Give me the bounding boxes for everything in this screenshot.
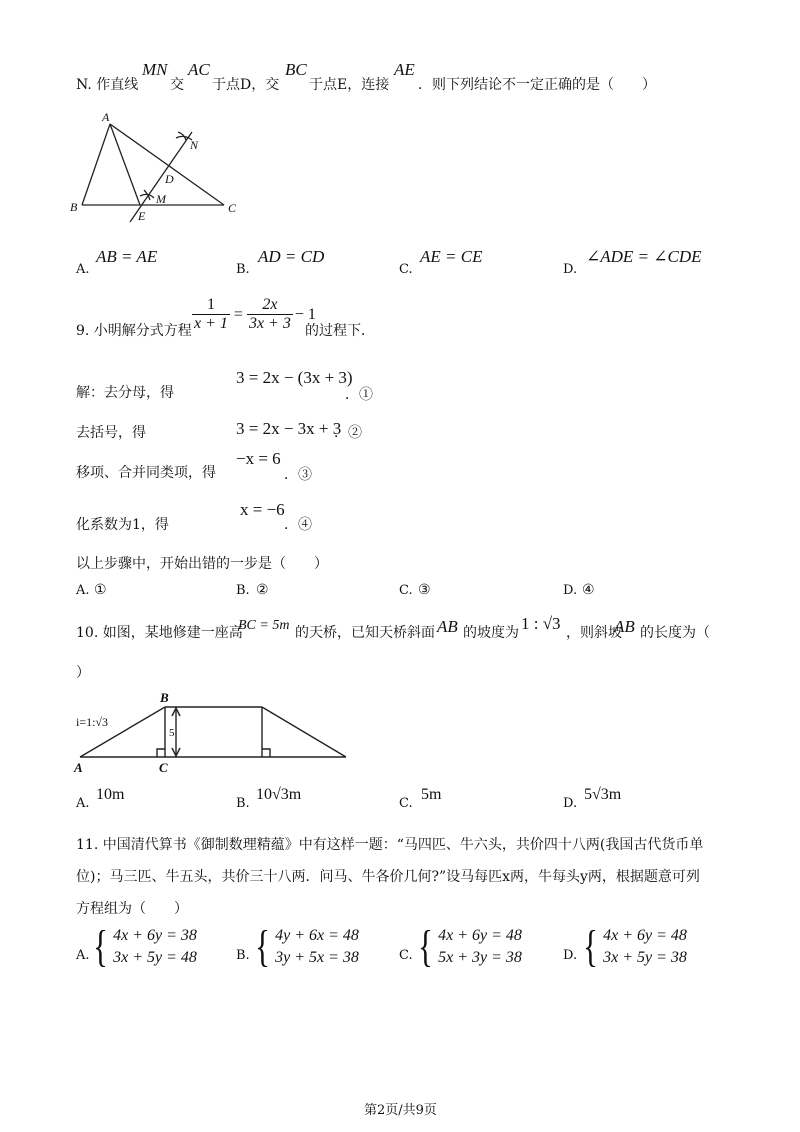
label-c: C bbox=[228, 201, 237, 215]
q8-yudian-d: 于点D，交 bbox=[212, 77, 280, 93]
q8-option-a-text: AB = AE bbox=[96, 247, 158, 266]
q11-option-b-system bbox=[252, 922, 359, 971]
label-n: N bbox=[190, 138, 199, 152]
q10-p1: 10. 如图，某地修建一座高 bbox=[76, 625, 243, 641]
q8-ac: AC bbox=[188, 60, 210, 79]
q9-option-b-letter: B. bbox=[236, 583, 250, 598]
brace-icon: { bbox=[583, 922, 598, 971]
q8-option-c-letter: C. bbox=[399, 262, 413, 277]
q8-yudian-e: 于点E，连接 bbox=[309, 77, 390, 93]
q9-question: 以上步骤中，开始出错的一步是（ ） bbox=[76, 556, 328, 572]
q9-rhs-tail: − 1 bbox=[294, 305, 316, 323]
q11-option-a-letter: A. bbox=[76, 948, 90, 963]
q9-step2-eq: 3 = 2x − 3x + 3 bbox=[236, 419, 342, 438]
q11-line2: 位)；马三匹、牛五头，共价三十八两．问马、牛各价几何?”设马每匹x两，牛每头y两，根据题意可列 bbox=[76, 869, 700, 885]
q11-c-row1: 4x + 6y = 48 bbox=[438, 927, 522, 944]
q11-c-row2: 5x + 3y = 38 bbox=[438, 949, 522, 966]
q11-option-d-letter: D. bbox=[563, 948, 578, 963]
q11-line3: 方程组为（ ） bbox=[76, 901, 188, 917]
q11-option-d-system bbox=[580, 922, 687, 971]
q9-equation bbox=[192, 296, 316, 333]
q11-d-row2: 3x + 5y = 38 bbox=[603, 949, 687, 966]
q9-lhs-num: 1 bbox=[192, 296, 230, 315]
label-d: D bbox=[165, 172, 174, 186]
q10-bc: BC = 5m bbox=[238, 618, 290, 633]
q8-option-b-letter: B. bbox=[236, 262, 250, 277]
q11-option-b-letter: B. bbox=[236, 948, 250, 963]
q8-option-b-text: AD = CD bbox=[258, 247, 325, 266]
q10-p3: 的坡度为 bbox=[463, 625, 519, 641]
q9-step2-mark: ．② bbox=[334, 425, 362, 441]
q9-lhs-fraction bbox=[192, 296, 230, 333]
q10-option-c-letter: C. bbox=[399, 796, 413, 811]
q9-step3-mark: ．③ bbox=[284, 467, 312, 483]
q9-option-b-text: ② bbox=[256, 582, 269, 598]
segment-ac bbox=[110, 124, 224, 205]
q11-line1: 11. 中国清代算书《御制数理精蕴》中有这样一题：“马四匹、牛六头，共价四十八两(我国古代货币单 bbox=[76, 837, 704, 853]
segment-ae bbox=[110, 124, 140, 205]
q8-prefix: N. 作直线 bbox=[76, 77, 139, 93]
q11-b-row2: 3y + 5x = 38 bbox=[275, 949, 359, 966]
q10-ab1: AB bbox=[437, 617, 458, 636]
q10-p6: ） bbox=[76, 665, 90, 681]
slope-right bbox=[262, 707, 346, 757]
q9-step3-label: 移项、合并同类项，得 bbox=[76, 465, 216, 481]
q11-b-row1: 4y + 6x = 48 bbox=[275, 927, 359, 944]
q9-step2-label: 去括号，得 bbox=[76, 425, 146, 441]
q10-slope: 1 : √3 bbox=[521, 614, 561, 633]
right-angle-c bbox=[157, 749, 165, 757]
q9-intro: 9. 小明解分式方程 bbox=[76, 323, 192, 339]
label-a: A bbox=[102, 110, 110, 124]
q9-lhs-den: x + 1 bbox=[194, 315, 228, 332]
q9-step4-eq: x = −6 bbox=[240, 500, 285, 519]
q11-option-c-letter: C. bbox=[399, 948, 413, 963]
q10-option-b-letter: B. bbox=[236, 796, 250, 811]
brace-icon: { bbox=[255, 922, 270, 971]
label-a: A bbox=[74, 760, 83, 774]
slope-label: i=1:√3 bbox=[76, 715, 109, 729]
q10-p5: 的长度为（ bbox=[640, 625, 710, 641]
q9-option-d-text: ④ bbox=[582, 582, 595, 598]
q11-a-row1: 4x + 6y = 38 bbox=[113, 927, 197, 944]
q10-p2: 的天桥，已知天桥斜面 bbox=[295, 625, 435, 641]
q9-step4-mark: ．④ bbox=[284, 517, 312, 533]
q8-option-d-letter: D. bbox=[563, 262, 578, 277]
q9-option-a-text: ① bbox=[94, 582, 107, 598]
q8-tail: ．则下列结论不一定正确的是（ ） bbox=[418, 77, 656, 93]
q8-ae: AE bbox=[394, 60, 415, 79]
q10-option-b-text: 10√3m bbox=[256, 786, 302, 803]
q9-rhs-den: 3x + 3 bbox=[248, 315, 291, 332]
q8-bc: BC bbox=[285, 60, 307, 79]
height-label: 5 bbox=[169, 727, 175, 739]
q10-option-d-text: 5√3m bbox=[584, 786, 622, 803]
q8-mn: MN bbox=[142, 60, 168, 79]
q9-option-a-letter: A. bbox=[76, 583, 90, 598]
q11-d-row1: 4x + 6y = 48 bbox=[603, 927, 687, 944]
q9-step1-mark: ．① bbox=[345, 387, 373, 403]
q9-rhs-num: 2x bbox=[247, 296, 293, 315]
q11-option-a-system bbox=[90, 922, 197, 971]
page-footer: 第2页/共9页 bbox=[364, 1103, 437, 1118]
label-e: E bbox=[138, 209, 146, 223]
segment-ab bbox=[82, 124, 110, 205]
q9-step3-eq: −x = 6 bbox=[236, 449, 281, 468]
q9-option-c-letter: C. bbox=[399, 583, 413, 598]
q11-a-row2: 3x + 5y = 48 bbox=[113, 949, 197, 966]
q10-p4: ，则斜坡 bbox=[566, 625, 622, 641]
q9-outro: 的过程下． bbox=[305, 323, 375, 339]
q9-option-d-letter: D. bbox=[563, 583, 578, 598]
q8-option-a-letter: A. bbox=[76, 262, 90, 277]
q11-option-c-system bbox=[415, 922, 522, 971]
right-angle-right bbox=[262, 749, 270, 757]
q10-bridge-figure bbox=[70, 688, 360, 774]
label-c: C bbox=[159, 760, 168, 774]
q9-step4-label: 化系数为1，得 bbox=[76, 517, 169, 533]
q8-jiao: 交 bbox=[170, 77, 184, 93]
brace-icon: { bbox=[93, 922, 108, 971]
label-b: B bbox=[160, 690, 169, 705]
q9-step1-label: 解：去分母，得 bbox=[76, 385, 174, 401]
q9-step1-eq: 3 = 2x − (3x + 3) bbox=[236, 368, 353, 387]
q9-option-c-text: ③ bbox=[418, 582, 431, 598]
q8-option-c-text: AE = CE bbox=[420, 247, 483, 266]
q10-option-a-letter: A. bbox=[76, 796, 90, 811]
arc-mark-m bbox=[140, 190, 154, 200]
q8-triangle-figure bbox=[68, 108, 248, 223]
label-b: B bbox=[70, 200, 78, 214]
q9-rhs-fraction bbox=[247, 296, 293, 333]
q10-option-a-text: 10m bbox=[96, 786, 125, 803]
q10-option-d-letter: D. bbox=[563, 796, 578, 811]
label-m: M bbox=[156, 192, 166, 206]
q10-ab2: AB bbox=[614, 617, 635, 636]
q9-equals: = bbox=[233, 305, 243, 323]
q8-option-d-text: ∠ADE = ∠CDE bbox=[586, 247, 702, 266]
q10-option-c-text: 5m bbox=[421, 786, 442, 803]
brace-icon: { bbox=[418, 922, 433, 971]
